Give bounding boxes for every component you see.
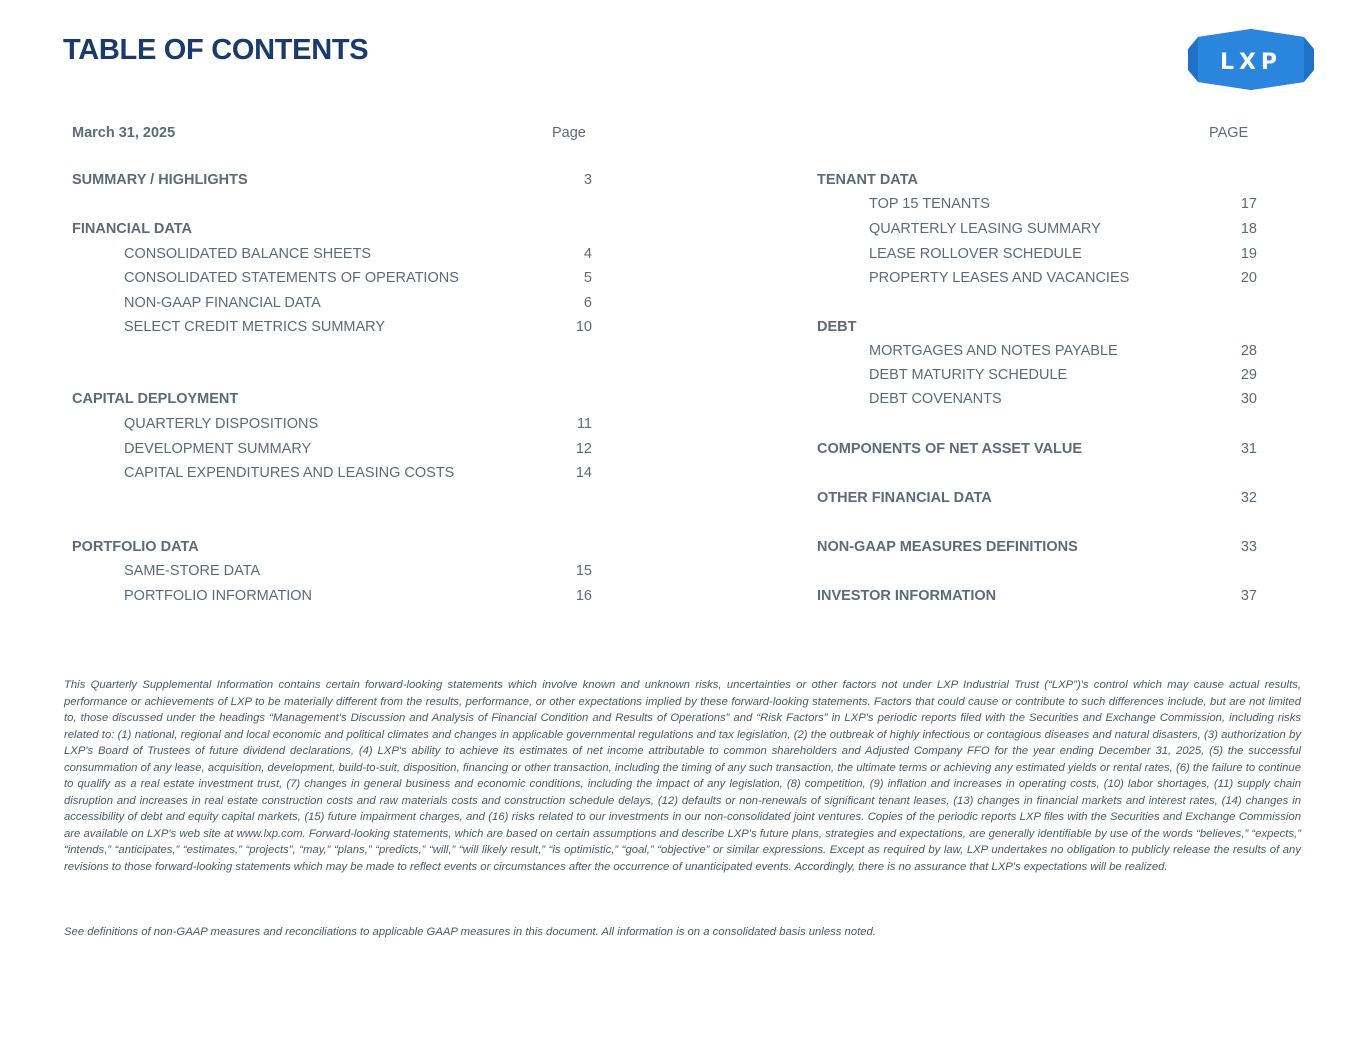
toc-item-balance-sheets[interactable]: CONSOLIDATED BALANCE SHEETS	[124, 246, 372, 262]
toc-page-number: 30	[1240, 391, 1257, 407]
logo-text: LXP	[1219, 50, 1283, 75]
toc-page-number: 29	[1240, 367, 1257, 383]
toc-item-debt-covenants[interactable]: DEBT COVENANTS	[869, 391, 1002, 407]
toc-page-number: 28	[1240, 343, 1257, 359]
toc-page-number: 5	[583, 270, 592, 286]
toc-section-tenant-data: TENANT DATA	[817, 172, 918, 188]
toc-section-investor-information[interactable]: INVESTOR INFORMATION	[817, 588, 997, 604]
toc-item-lease-rollover-schedule[interactable]: LEASE ROLLOVER SCHEDULE	[869, 246, 1082, 262]
toc-item-same-store-data[interactable]: SAME-STORE DATA	[124, 563, 261, 579]
toc-page-number: 33	[1240, 539, 1257, 555]
toc-page-number: 15	[575, 563, 592, 579]
toc-item-property-leases-vacancies[interactable]: PROPERTY LEASES AND VACANCIES	[869, 270, 1130, 286]
toc-item-quarterly-leasing-summary[interactable]: QUARTERLY LEASING SUMMARY	[869, 221, 1101, 237]
toc-page-number: 32	[1240, 490, 1257, 506]
lxp-logo	[1188, 29, 1314, 90]
toc-item-debt-maturity-schedule[interactable]: DEBT MATURITY SCHEDULE	[869, 367, 1068, 383]
page-column-header-left: Page	[552, 125, 586, 141]
report-date: March 31, 2025	[72, 125, 176, 141]
toc-item-non-gaap-financial-data[interactable]: NON-GAAP FINANCIAL DATA	[124, 295, 321, 311]
toc-section-summary[interactable]: SUMMARY / HIGHLIGHTS	[72, 172, 248, 188]
toc-section-other-financial-data[interactable]: OTHER FINANCIAL DATA	[817, 490, 992, 506]
toc-page-number: 19	[1240, 246, 1257, 262]
page-column-header-right: PAGE	[1209, 125, 1249, 141]
toc-item-capex-leasing-costs[interactable]: CAPITAL EXPENDITURES AND LEASING COSTS	[124, 465, 455, 481]
toc-item-portfolio-information[interactable]: PORTFOLIO INFORMATION	[124, 588, 312, 604]
toc-page-number: 16	[575, 588, 592, 604]
toc-page-number: 14	[575, 465, 592, 481]
toc-section-net-asset-value[interactable]: COMPONENTS OF NET ASSET VALUE	[817, 441, 1083, 457]
toc-item-statements-of-operations[interactable]: CONSOLIDATED STATEMENTS OF OPERATIONS	[124, 270, 459, 286]
toc-page-number: 18	[1240, 221, 1257, 237]
non-gaap-note: See definitions of non-GAAP measures and reconciliations to applicable GAAP measures in this document. All information is on a consolidated basis unless noted.	[64, 926, 876, 938]
toc-item-development-summary[interactable]: DEVELOPMENT SUMMARY	[124, 441, 312, 457]
toc-item-top-15-tenants[interactable]: TOP 15 TENANTS	[869, 196, 990, 212]
toc-page-number: 20	[1240, 270, 1257, 286]
toc-section-non-gaap-definitions[interactable]: NON-GAAP MEASURES DEFINITIONS	[817, 539, 1078, 555]
toc-section-capital-deployment: CAPITAL DEPLOYMENT	[72, 391, 239, 407]
toc-page-number: 4	[583, 246, 592, 262]
toc-page-number: 31	[1240, 441, 1257, 457]
toc-item-mortgages-notes-payable[interactable]: MORTGAGES AND NOTES PAYABLE	[869, 343, 1118, 359]
toc-section-portfolio-data: PORTFOLIO DATA	[72, 539, 199, 555]
toc-section-financial-data: FINANCIAL DATA	[72, 221, 193, 237]
page-title: TABLE OF CONTENTS	[63, 34, 369, 66]
toc-page-number: 6	[583, 295, 592, 311]
toc-page-number: 10	[575, 319, 592, 335]
toc-page-number: 17	[1240, 196, 1257, 212]
toc-page-number: 37	[1240, 588, 1257, 604]
toc-page-number: 3	[583, 172, 592, 188]
forward-looking-statements-disclaimer: This Quarterly Supplemental Information contains certain forward-looking statements which involve known and unknown risks, uncertainties or other factors not under LXP Industrial Trust (“LXP”)'s control which may cause actual results, performance or achievements of LXP to be materially different from the results, performance, or other expectations implied by these forward-looking statements. Factors that could cause or contribute to such differences include, but are not limited to, those discussed under the headings “Management's Discussion and Analysis of Financial Condition and Results of Operations” and “Risk Factors” in LXP's periodic reports filed with the Securities and Exchange Commission, including risks related to: (1) national, regional and local economic and political climates and changes in applicable governmental regulations and tax legislation, (2) the outbreak of highly infectious or contagious diseases and natural disasters, (3) authorization by LXP's Board of Trustees of future dividend declarations, (4) LXP's ability to achieve its estimates of net income attributable to common shareholders and Adjusted Company FFO for the year ending December 31, 2025, (5) the successful consummation of any lease, acquisition, development, build-to-suit, disposition, financing or other transaction, including the timing of any such transaction, the ultimate terms or achieving any estimated yields or rental rates, (6) the failure to continue to qualify as a real estate investment trust, (7) changes in general business and economic conditions, including the impact of any legislation, (8) competition, (9) inflation and increases in operating costs, (10) labor shortages, (11) supply chain disruption and increases in real estate construction costs and raw materials costs and construction schedule delays, (12) defaults or non-renewals of significant tenant leases, (13) changes in financial markets and interest rates, (14) changes in accessibility of debt and equity capital markets, (15) future impairment charges, and (16) risks related to our investments in our non-consolidated joint ventures. Copies of the periodic reports LXP files with the Securities and Exchange Commission are available on LXP's web site at www.lxp.com. Forward-looking statements, which are based on certain assumptions and describe LXP's future plans, strategies and expectations, are generally identifiable by use of the words “believes,” “expects,” “intends,” “anticipates,” “estimates,” “projects”, “may,” “plans,” “predicts,” “will,” “will likely result,” “is optimistic,” “goal,” “objective” or similar expressions. Except as required by law, LXP undertakes no obligation to publicly release the results of any revisions to those forward-looking statements which may be made to reflect events or circumstances after the occurrence of unanticipated events. Accordingly, there is no assurance that LXP's expectations will be realized.	[64, 679, 1301, 873]
toc-item-quarterly-dispositions[interactable]: QUARTERLY DISPOSITIONS	[124, 416, 319, 432]
toc-page-number: 11	[576, 416, 592, 432]
toc-item-credit-metrics[interactable]: SELECT CREDIT METRICS SUMMARY	[124, 319, 386, 335]
toc-section-debt: DEBT	[817, 319, 857, 335]
toc-page-number: 12	[575, 441, 592, 457]
